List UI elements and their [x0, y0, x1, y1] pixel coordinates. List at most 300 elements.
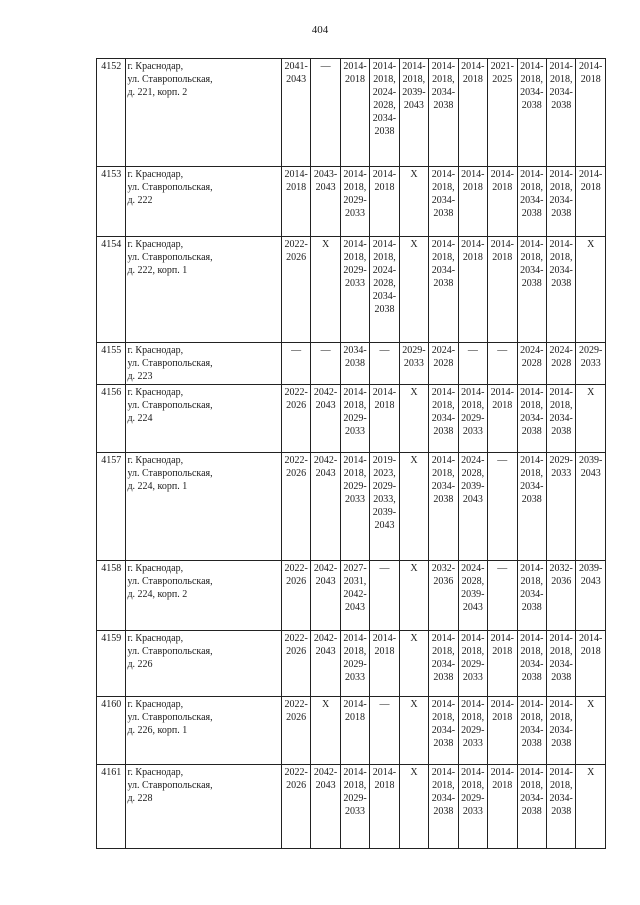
schedule-value: 2014-	[579, 61, 603, 72]
schedule-value: 2034-	[431, 659, 456, 670]
schedule-value: 2014-	[461, 61, 485, 72]
schedule-cell	[399, 343, 428, 385]
schedule-value: 2039-	[461, 589, 485, 600]
row-number: 4154	[97, 237, 126, 343]
schedule-value: 2029-	[343, 195, 367, 206]
schedule-value: X	[410, 387, 418, 398]
schedule-value: 2018,	[343, 646, 367, 657]
schedule-cell	[576, 631, 606, 697]
schedule-value: 2029-	[461, 725, 485, 736]
schedule-value: 2043	[315, 182, 336, 193]
schedule-cell	[429, 453, 458, 561]
table-row	[97, 237, 606, 343]
schedule-value: 2029-	[461, 793, 485, 804]
schedule-value: 2034-	[549, 793, 573, 804]
schedule-value: 2034-	[520, 725, 544, 736]
address-line: г. Краснодар,	[127, 633, 184, 644]
schedule-value: 2018,	[432, 74, 455, 85]
schedule-value: X	[410, 767, 418, 778]
schedule-value: 2025	[492, 74, 513, 85]
schedule-cell	[546, 561, 575, 631]
schedule-value: 2033	[345, 806, 366, 817]
address-line: г. Краснодар,	[127, 169, 184, 180]
schedule-value: 2018,	[520, 182, 543, 193]
table-row	[97, 561, 606, 631]
schedule-value: 2042-	[313, 633, 338, 644]
schedule-value: —	[467, 345, 478, 356]
schedule-cell	[458, 237, 487, 343]
schedule-value: 2038	[551, 426, 572, 437]
schedule-cell	[281, 237, 310, 343]
schedule-cell	[517, 237, 546, 343]
schedule-value: 2018,	[373, 74, 396, 85]
schedule-value: 2024-	[372, 87, 397, 98]
schedule-cell	[488, 697, 517, 765]
schedule-cell	[488, 343, 517, 385]
schedule-cell	[488, 237, 517, 343]
schedule-value: 2033	[462, 738, 483, 749]
schedule-value: X	[321, 239, 330, 250]
schedule-value: 2014-	[372, 169, 397, 180]
schedule-value: X	[410, 169, 418, 180]
schedule-value: 2014-	[431, 767, 456, 778]
address-line: д. 228	[127, 793, 153, 804]
schedule-value: 2033,	[373, 494, 396, 505]
schedule-value: 2038	[374, 304, 395, 315]
address-line: д. 222	[127, 195, 153, 206]
address-line: ул. Ставропольская,	[127, 576, 213, 587]
schedule-cell	[546, 343, 575, 385]
schedule-cell	[546, 453, 575, 561]
schedule-value: 2014-	[431, 61, 456, 72]
schedule-cell	[576, 343, 606, 385]
schedule-value: 2014-	[520, 169, 544, 180]
schedule-cell	[576, 697, 606, 765]
schedule-cell	[340, 765, 369, 849]
schedule-value: 2038	[551, 738, 572, 749]
schedule-value: 2022-	[284, 699, 308, 710]
schedule-value: 2038	[521, 208, 542, 219]
schedule-value: 2014-	[431, 699, 456, 710]
schedule-value: 2022-	[284, 633, 308, 644]
address-line: г. Краснодар,	[127, 455, 184, 466]
schedule-value: 2014-	[490, 699, 514, 710]
schedule-value: 2034-	[549, 659, 573, 670]
schedule-cell	[429, 237, 458, 343]
schedule-value: 2014-	[490, 633, 514, 644]
schedule-cell	[458, 167, 487, 237]
schedule-value: 2031,	[343, 576, 367, 587]
schedule-value: 2014-	[343, 169, 367, 180]
schedule-cell	[517, 631, 546, 697]
schedule-value: 2026	[286, 646, 307, 657]
schedule-value: 2041-	[284, 61, 308, 72]
schedule-value: 2033	[345, 494, 366, 505]
schedule-value: 2018,	[432, 468, 455, 479]
schedule-value: 2026	[286, 712, 307, 723]
schedule-value: 2018	[345, 74, 366, 85]
schedule-value: 2033	[580, 358, 601, 369]
schedule-value: 2014-	[520, 239, 544, 250]
schedule-value: 2026	[286, 576, 307, 587]
schedule-cell	[488, 561, 517, 631]
schedule-value: 2043	[315, 400, 336, 411]
schedule-value: 2034-	[431, 725, 456, 736]
schedule-value: 2038	[521, 806, 542, 817]
schedule-cell	[311, 343, 340, 385]
schedule-value: 2014-	[343, 767, 367, 778]
schedule-cell	[546, 167, 575, 237]
schedule-value: 2034-	[549, 195, 573, 206]
schedule-cell	[576, 59, 606, 167]
address-line: д. 224, корп. 2	[127, 589, 188, 600]
schedule-cell	[399, 631, 428, 697]
schedule-value: 2038	[433, 672, 454, 683]
schedule-value: 2032-	[549, 563, 573, 574]
schedule-value: 2034-	[431, 87, 456, 98]
schedule-value: 2034-	[431, 793, 456, 804]
schedule-value: 2038	[374, 126, 395, 137]
schedule-value: 2014-	[402, 61, 426, 72]
schedule-cell	[311, 561, 340, 631]
schedule-value: 2042-	[343, 589, 367, 600]
schedule-value: 2043	[580, 468, 601, 479]
schedule-cell	[311, 59, 340, 167]
schedule-value: 2029-	[343, 413, 367, 424]
schedule-cell	[370, 385, 399, 453]
schedule-value: 2014-	[343, 239, 367, 250]
schedule-value: 2038	[345, 358, 366, 369]
schedule-cell	[517, 385, 546, 453]
schedule-cell	[311, 765, 340, 849]
schedule-cell	[399, 59, 428, 167]
schedule-value: 2034-	[549, 265, 573, 276]
schedule-value: 2033	[462, 426, 483, 437]
schedule-value: 2018	[492, 646, 513, 657]
schedule-value: 2014-	[549, 767, 573, 778]
schedule-value: 2034-	[549, 725, 573, 736]
schedule-cell	[370, 343, 399, 385]
schedule-value: 2014-	[343, 455, 367, 466]
schedule-value: 2036	[551, 576, 572, 587]
row-number: 4159	[97, 631, 126, 697]
schedule-value: 2018,	[432, 252, 455, 263]
address-line: г. Краснодар,	[127, 239, 184, 250]
schedule-value: 2036	[433, 576, 454, 587]
schedule-value: 2034-	[549, 87, 573, 98]
schedule-cell	[399, 697, 428, 765]
schedule-cell	[340, 385, 369, 453]
schedule-value: 2029-	[579, 345, 603, 356]
schedule-value: 2014-	[549, 239, 573, 250]
schedule-value: 2038	[521, 100, 542, 111]
schedule-cell	[311, 697, 340, 765]
schedule-value: —	[497, 345, 508, 356]
schedule-value: 2014-	[520, 699, 544, 710]
schedule-cell	[311, 385, 340, 453]
schedule-cell	[311, 237, 340, 343]
schedule-value: 2042-	[313, 387, 338, 398]
schedule-value: 2028	[521, 358, 542, 369]
row-number: 4155	[97, 343, 126, 385]
schedule-value: —	[291, 345, 302, 356]
schedule-value: 2018,	[461, 646, 485, 657]
schedule-value: 2024-	[461, 455, 485, 466]
schedule-value: 2034-	[520, 195, 544, 206]
schedule-cell	[340, 167, 369, 237]
schedule-value: 2014-	[549, 169, 573, 180]
schedule-cell	[429, 343, 458, 385]
schedule-cell	[458, 453, 487, 561]
address-line: ул. Ставропольская,	[127, 646, 213, 657]
schedule-value: 2034-	[549, 413, 573, 424]
schedule-value: 2038	[433, 100, 454, 111]
schedule-value: X	[587, 239, 595, 250]
schedule-value: 2033	[462, 672, 483, 683]
address-line: г. Краснодар,	[127, 699, 184, 710]
schedule-cell	[488, 631, 517, 697]
row-number: 4161	[97, 765, 126, 849]
schedule-value: —	[379, 563, 390, 574]
schedule-value: 2018	[374, 400, 395, 411]
address-line: ул. Ставропольская,	[127, 182, 213, 193]
schedule-value: 2018	[374, 182, 395, 193]
address-line: ул. Ставропольская,	[127, 468, 213, 479]
schedule-value: 2028	[551, 358, 572, 369]
schedule-cell	[517, 59, 546, 167]
schedule-value: 2029-	[461, 413, 485, 424]
schedule-value: 2024-	[549, 345, 573, 356]
table-row	[97, 765, 606, 849]
schedule-value: 2018,	[520, 646, 543, 657]
schedule-value: X	[410, 633, 418, 644]
schedule-value: 2018,	[520, 712, 543, 723]
schedule-value: 2018,	[520, 468, 543, 479]
schedule-value: 2018,	[520, 780, 543, 791]
schedule-value: 2014-	[461, 387, 485, 398]
schedule-value: 2014-	[490, 239, 514, 250]
schedule-value: 2029-	[402, 345, 426, 356]
schedule-value: 2029-	[343, 793, 367, 804]
address-line: д. 222, корп. 1	[127, 265, 188, 276]
address-cell	[126, 343, 281, 385]
schedule-value: 2014-	[372, 239, 397, 250]
schedule-cell	[458, 59, 487, 167]
schedule-value: 2018,	[432, 780, 455, 791]
schedule-cell	[370, 59, 399, 167]
row-number: 4160	[97, 697, 126, 765]
schedule-value: 2033	[345, 672, 366, 683]
schedule-cell	[488, 59, 517, 167]
schedule-value: 2014-	[549, 633, 573, 644]
schedule-value: 2028	[433, 358, 454, 369]
address-line: д. 226, корп. 1	[127, 725, 188, 736]
schedule-cell	[458, 561, 487, 631]
schedule-value: 2038	[433, 208, 454, 219]
schedule-value: 2014-	[520, 387, 544, 398]
schedule-value: 2038	[521, 602, 542, 613]
schedule-cell	[281, 697, 310, 765]
schedule-cell	[311, 167, 340, 237]
schedule-cell	[281, 561, 310, 631]
schedule-value: 2014-	[372, 767, 397, 778]
schedule-value: 2034-	[520, 265, 544, 276]
schedule-value: 2018,	[520, 400, 543, 411]
schedule-cell	[546, 765, 575, 849]
schedule-value: 2014-	[431, 455, 456, 466]
schedule-value: 2018,	[549, 182, 573, 193]
schedule-value: 2039-	[372, 507, 397, 518]
schedule-value: 2022-	[284, 563, 308, 574]
schedule-value: 2034-	[343, 345, 367, 356]
schedule-value: 2014-	[461, 699, 485, 710]
schedule-value: 2018,	[343, 780, 367, 791]
schedule-value: 2014-	[372, 61, 397, 72]
schedule-value: 2033	[345, 278, 366, 289]
schedule-value: —	[379, 345, 390, 356]
schedule-value: 2038	[433, 278, 454, 289]
address-line: г. Краснодар,	[127, 563, 184, 574]
schedule-cell	[546, 237, 575, 343]
address-line: г. Краснодар,	[127, 345, 184, 356]
row-number: 4156	[97, 385, 126, 453]
schedule-value: 2034-	[520, 413, 544, 424]
schedule-value: 2023,	[373, 468, 396, 479]
schedule-cell	[458, 343, 487, 385]
schedule-cell	[429, 697, 458, 765]
schedule-cell	[429, 765, 458, 849]
schedule-value: 2038	[551, 208, 572, 219]
schedule-cell	[399, 385, 428, 453]
schedule-value: 2018,	[373, 252, 396, 263]
address-line: ул. Ставропольская,	[127, 780, 213, 791]
table-row	[97, 385, 606, 453]
schedule-value: 2018,	[549, 712, 573, 723]
schedule-value: 2039-	[579, 563, 603, 574]
schedule-value: 2018	[286, 182, 307, 193]
schedule-cell	[281, 167, 310, 237]
schedule-cell	[340, 453, 369, 561]
address-line: ул. Ставропольская,	[127, 74, 213, 85]
schedule-value: X	[410, 239, 418, 250]
schedule-value: 2018	[374, 780, 395, 791]
schedule-value: 2029-	[343, 481, 367, 492]
schedule-value: 2026	[286, 780, 307, 791]
schedule-value: 2029-	[549, 455, 573, 466]
schedule-cell	[281, 765, 310, 849]
schedule-value: 2034-	[520, 481, 544, 492]
schedule-value: X	[410, 699, 418, 710]
schedule-value: 2034-	[431, 413, 456, 424]
schedule-value: 2018	[374, 646, 395, 657]
schedule-value: 2034-	[431, 481, 456, 492]
schedule-value: 2034-	[520, 793, 544, 804]
schedule-cell	[429, 59, 458, 167]
schedule-value: 2014-	[549, 61, 573, 72]
schedule-cell	[399, 765, 428, 849]
schedule-value: 2039-	[579, 455, 603, 466]
schedule-value: 2024-	[461, 563, 485, 574]
schedule-cell	[576, 561, 606, 631]
address-line: д. 223	[127, 371, 153, 382]
schedule-value: 2042-	[313, 563, 338, 574]
schedule-value: —	[320, 61, 331, 72]
schedule-value: 2014-	[343, 61, 367, 72]
schedule-cell	[488, 385, 517, 453]
schedule-value: 2018,	[343, 252, 367, 263]
schedule-value: 2034-	[431, 195, 456, 206]
schedule-value: 2028,	[373, 278, 396, 289]
schedule-value: 2018	[462, 74, 483, 85]
schedule-value: 2038	[433, 426, 454, 437]
schedule-cell	[517, 765, 546, 849]
schedule-value: 2043	[580, 576, 601, 587]
schedule-value: X	[587, 387, 595, 398]
schedule-value: 2042-	[313, 455, 338, 466]
table-body	[97, 59, 606, 849]
schedule-cell	[517, 453, 546, 561]
schedule-value: 2014-	[461, 169, 485, 180]
schedule-value: 2014-	[284, 169, 308, 180]
schedule-value: 2018,	[520, 576, 543, 587]
schedule-cell	[517, 167, 546, 237]
schedule-value: 2024-	[431, 345, 456, 356]
schedule-value: —	[497, 455, 508, 466]
schedule-value: 2014-	[343, 633, 367, 644]
schedule-cell	[576, 385, 606, 453]
schedule-value: 2018	[492, 400, 513, 411]
schedule-cell	[311, 453, 340, 561]
schedule-value: —	[497, 563, 508, 574]
schedule-value: 2021-	[490, 61, 514, 72]
schedule-value: 2033	[345, 426, 366, 437]
schedule-value: 2014-	[431, 633, 456, 644]
schedule-value: X	[587, 699, 595, 710]
schedule-cell	[370, 237, 399, 343]
schedule-value: 2043	[315, 780, 336, 791]
schedule-cell	[488, 167, 517, 237]
schedule-value: 2014-	[461, 633, 485, 644]
schedule-value: 2043	[315, 646, 336, 657]
schedule-value: 2018,	[461, 712, 485, 723]
schedule-value: 2038	[521, 494, 542, 505]
schedule-value: —	[379, 699, 390, 710]
schedule-value: 2043	[345, 602, 366, 613]
row-number: 4158	[97, 561, 126, 631]
schedule-cell	[429, 631, 458, 697]
row-number: 4152	[97, 59, 126, 167]
schedule-value: 2038	[433, 738, 454, 749]
schedule-cell	[340, 697, 369, 765]
schedule-value: 2043	[315, 576, 336, 587]
schedule-value: 2014-	[520, 633, 544, 644]
schedule-value: 2018,	[343, 182, 367, 193]
schedule-value: 2018,	[343, 468, 367, 479]
schedule-value: 2029-	[343, 659, 367, 670]
schedule-value: 2034-	[520, 659, 544, 670]
schedule-value: 2014-	[490, 767, 514, 778]
schedule-value: 2018	[580, 646, 601, 657]
schedule-cell	[311, 631, 340, 697]
schedule-value: 2029-	[343, 265, 367, 276]
schedule-value: 2018,	[549, 646, 573, 657]
schedule-value: —	[320, 345, 331, 356]
schedule-value: 2024-	[372, 265, 397, 276]
schedule-value: 2014-	[461, 767, 485, 778]
schedule-value: 2026	[286, 400, 307, 411]
schedule-cell	[458, 765, 487, 849]
address-line: г. Краснодар,	[127, 767, 184, 778]
